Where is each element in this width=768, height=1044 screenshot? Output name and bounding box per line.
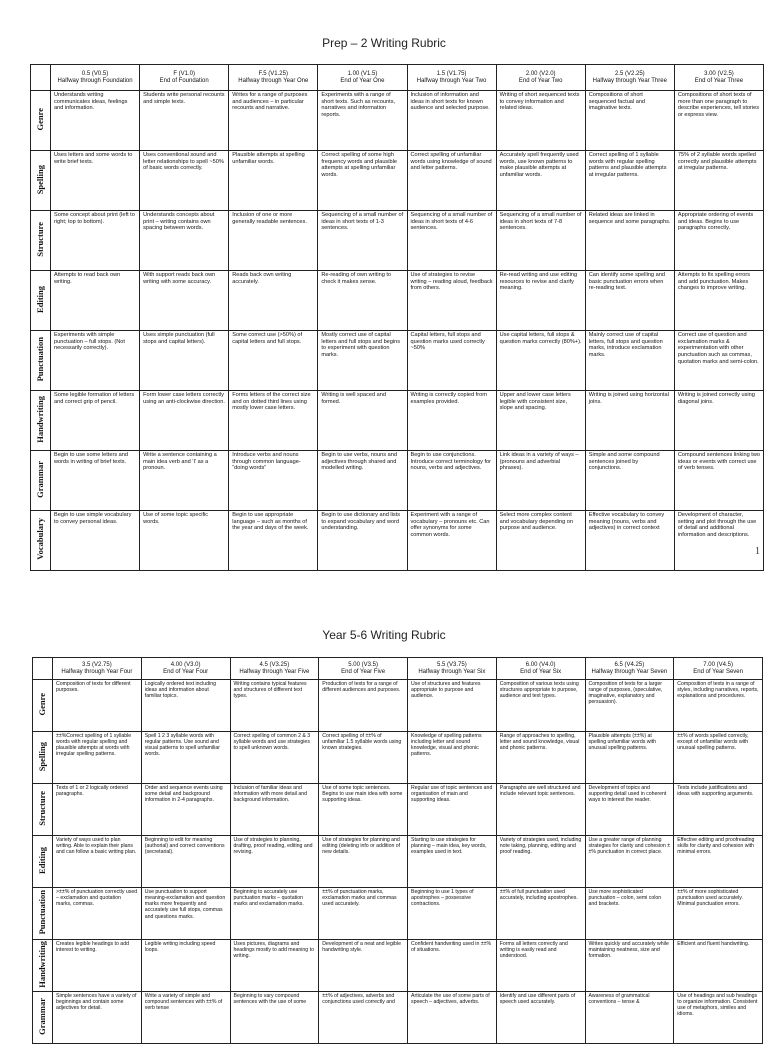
level-code: 0.5 (V0.5) [81,70,109,77]
rubric-cell: Logically ordered text including ideas and information about familiar topics. [141,680,230,732]
rubric-cell: Use of strategies to revise writing – reading aloud, feedback from others. [407,271,496,331]
rubric-cell: Development of a neat and legible handwriting style. [319,940,408,992]
rubric-cell: Re-read writing and use editing resources to revise and clarify meaning. [496,271,585,331]
rubric-row-structure [33,784,763,836]
rubric-cell: Range of approaches to spelling, letter and sound knowledge, visual and phonic patterns. [496,732,585,784]
column-header [141,658,230,680]
level-description: Halfway through Year Three [592,77,667,84]
row-header [31,511,51,571]
rubric-cell: Begin to use dictionary and lists to expand vocabulary and word understanding. [318,511,407,571]
rubric-cell: Writes for a range of purposes and audiences – in particular recounts and narrative. [229,91,318,151]
rubric-cell: Simple and some compound sentences joined by conjunctions. [585,451,674,511]
rubric-cell: Begin to use conjunctions. Introduce correct terminology for nouns, verbs and adjectives. [407,451,496,511]
rubric-table-year-5-6 [32,657,763,1044]
row-label: Punctuation [35,336,46,382]
column-header [318,65,407,91]
rubric-cell: Correct spelling of 1 syllable words with regular spelling patterns and plausible attempts at irregular patterns. [585,151,674,211]
rubric-cell: Uses simple punctuation (full stops and capital letters). [140,331,229,391]
page-title: Prep – 2 Writing Rubric [322,36,446,50]
row-label: Structure [37,791,48,826]
rubric-cell: Sequencing of a small number of ideas in short texts of 7-8 sentences. [496,211,585,271]
rubric-cell: Beginning to use 1 types of apostrophes – possessive contractions. [408,888,497,940]
header-row [31,65,764,91]
row-header [33,732,53,784]
level-description: Halfway through Year One [238,77,309,84]
level-code: 3.00 (V2.5) [704,70,734,77]
level-description: Halfway through Year Five [239,668,310,675]
rubric-cell: Production of texts for a range of different audiences and purposes. [319,680,408,732]
rubric-cell: Composition of various texts using structures appropriate to purpose, audience and text types. [496,680,585,732]
row-label: Structure [35,221,46,257]
column-header [51,65,140,91]
rubric-cell: Capital letters, full stops and question marks used correctly ~50% [407,331,496,391]
row-header [31,451,51,511]
rubric-cell: Use of some topic sentences. Begins to use main idea with some supporting ideas. [319,784,408,836]
level-code: 7.00 (V4.5) [703,661,733,668]
rubric-cell: Attempts to read back own writing. [51,271,140,331]
rubric-cell: Writing is correctly copied from examples provided. [407,391,496,451]
rubric-row-grammar [33,992,763,1044]
row-header [31,271,51,331]
rubric-cell: Use of strategies for planning and editing (deleting info or addition of new details. [319,836,408,888]
column-header [53,658,142,680]
column-header [407,65,496,91]
level-description: Halfway through Year Two [416,77,487,84]
rubric-cell: ±±% of words spelled correctly, except of unfamiliar words with unusual spelling patterns. [674,732,763,784]
rubric-cell: Effective editing and proofreading skills for clarity and cohesion with minimal errors. [674,836,763,888]
rubric-cell: Writing of short sequenced texts to convey information and related ideas. [496,91,585,151]
rubric-cell: Begin to use some letters and words in writing of brief texts. [51,451,140,511]
rubric-cell: Introduce verbs and nouns through common language- “doing words” [229,451,318,511]
level-code: F (V1.0) [173,70,196,77]
level-code: 2.00 (V2.0) [525,70,556,77]
rubric-cell: Writing contains typical features and structures of different text types. [230,680,319,732]
level-description: End of Year Five [341,668,386,675]
rubric-cell: Compound sentences linking two ideas or events with correct use of verb tenses. [674,451,763,511]
row-label: Grammar [35,460,46,498]
corner-cell [33,658,53,680]
row-header [31,211,51,271]
row-label: Editing [35,285,46,313]
rubric-cell: Identify and use different parts of speech used accurately. [496,992,585,1044]
level-code: 2.5 (V2.25) [614,70,645,77]
rubric-cell: Form lower case letters correctly using an anti-clockwise direction. [140,391,229,451]
level-code: 3.5 (V2.75) [82,661,112,668]
row-header [31,331,51,391]
rubric-cell: Use a greater range of planning strategies for clarity and cohesion ±±% punctuation in correct place. [585,836,674,888]
rubric-cell: Related ideas are linked in sequence and some paragraphs. [585,211,674,271]
rubric-cell: Simple sentences have a variety of beginnings and contain some adjectives for detail. [53,992,142,1044]
rubric-cell: Variety of ways used to plan writing. Able to explain their plans and can follow a basic writing plan. [53,836,142,888]
rubric-row-grammar [31,451,764,511]
rubric-cell: ±±% of more sophisticated punctuation used accurately. Minimal punctuation errors. [674,888,763,940]
rubric-row-handwriting [31,391,764,451]
rubric-cell: Write a variety of simple and compound sentences with ±±% of verb tense [141,992,230,1044]
rubric-cell: Correct spelling of unfamiliar words using knowledge of sound and letter patterns. [407,151,496,211]
row-header [33,836,53,888]
level-description: End of Year Two [518,77,563,84]
rubric-cell: Correct use of question and exclamation marks & experimentation with other punctuation such as commas, quotation marks and semi-colon. [674,331,763,391]
rubric-row-vocabulary [31,511,764,571]
rubric-cell: Forms all letters correctly and writing is easily read and understood. [496,940,585,992]
rubric-cell: Development of character, setting and plot through the use of detail and additional information and descriptions. [674,511,763,571]
rubric-row-genre [31,91,764,151]
rubric-cell: Efficient and fluent handwriting. [674,940,763,992]
rubric-cell: Composition of texts for a larger range of purposes, (speculative, imaginative, explanatory and persuasion). [585,680,674,732]
rubric-cell: Appropriate ordering of events and ideas. Begins to use paragraphs correctly. [674,211,763,271]
level-code: 4.5 (V3.25) [259,661,290,668]
rubric-cell: Beginning to vary compound sentences with the use of some [230,992,319,1044]
row-header [33,888,53,940]
row-label: Spelling [35,164,46,194]
rubric-cell: Writing is joined correctly using diagonal joins. [674,391,763,451]
level-code: F.5 (V1.25) [258,70,288,77]
rubric-cell: Sequencing of a small number of ideas in short texts of 4-6 sentences. [407,211,496,271]
level-code: 1.5 (V1.75) [436,70,467,77]
page-number: 1 [755,546,760,557]
rubric-cell: 75% of 2 syllable words spelled correctly and plausible attempts at irregular patterns. [674,151,763,211]
rubric-cell: Mostly correct use of capital letters and full stops and begins to experiment with question marks. [318,331,407,391]
rubric-cell: Experiments with simple punctuation – full stops. (Not necessarily correctly). [51,331,140,391]
rubric-cell: Writes quickly and accurately while maintaining neatness, size and formation. [585,940,674,992]
row-label: Grammar [37,998,48,1035]
column-header [585,658,674,680]
rubric-cell: Uses conventional sound and letter relationships to spell ~50% of basic words correctly. [140,151,229,211]
rubric-cell: Uses pictures, diagrams and headings mostly to add meaning to writing. [230,940,319,992]
rubric-cell: With support reads back own writing with some accuracy. [140,271,229,331]
rubric-cell: Beginning to accurately use punctuation marks – quotation marks and exclamation marks. [230,888,319,940]
rubric-cell: Correct spelling of some high frequency words and plausible attempts at spelling unfamiliar words. [318,151,407,211]
rubric-cell: Awareness of grammatical conventions – tense & [585,992,674,1044]
level-description: End of Year Three [694,77,744,84]
rubric-cell: Forms letters of the correct size and on dotted third lines using mostly lower case letters. [229,391,318,451]
rubric-cell: Writing is well spaced and formed. [318,391,407,451]
rubric-cell: Plausible attempts (±±%) at spelling unfamiliar words with unusual spelling patterns. [585,732,674,784]
level-code: 6.00 (V4.0) [525,661,556,668]
rubric-cell: Experiment with a range of vocabulary – pronouns etc. Can offer synonyms for some common words. [407,511,496,571]
row-header [33,992,53,1044]
column-header [230,658,319,680]
row-label: Spelling [37,741,48,772]
rubric-cell: Use of some topic specific words. [140,511,229,571]
rubric-table-prep-2 [30,64,764,571]
column-header [674,658,763,680]
rubric-row-structure [31,211,764,271]
rubric-cell: Inclusion of one or more generally readable sentences. [229,211,318,271]
rubric-cell: Knowledge of spelling patterns including letter and sound knowledge, visual and phonic patterns. [408,732,497,784]
rubric-row-punctuation [31,331,764,391]
rubric-cell: Inclusion of information and ideas in short texts for known audience and selected purpose. [407,91,496,151]
rubric-cell: Use punctuation to support meaning-exclamation and question marks more frequently and accurately use full stops, commas and questions marks. [141,888,230,940]
rubric-cell: ±±%Correct spelling of 1 syllable words with regular spelling and plausible attempts at words with irregular spelling patterns. [53,732,142,784]
rubric-row-spelling [31,151,764,211]
rubric-cell: Inclusion of familiar ideas and information with more detail and background information. [230,784,319,836]
row-label: Genre [37,693,48,716]
row-label: Handwriting [37,941,48,988]
column-header [319,658,408,680]
rubric-cell: Paragraphs are well structured and include relevant topic sentences. [496,784,585,836]
header-row [33,658,763,680]
rubric-cell: Begin to use appropriate language – such as months of the year and days of the week. [229,511,318,571]
rubric-row-punctuation [33,888,763,940]
row-header [33,680,53,732]
rubric-cell: Some correct use (>50%) of capital letters and full stops. [229,331,318,391]
rubric-cell: Upper and lower case letters legible with consistent size, slope and spacing. [496,391,585,451]
level-code: 6.5 (V4.25) [614,661,645,668]
level-description: Halfway through Year Four [61,668,133,675]
rubric-cell: Use of structures and features appropriate to purpose and audience. [408,680,497,732]
level-description: End of Year Six [520,668,562,675]
rubric-cell: Legible writing including speed loops. [141,940,230,992]
rubric-cell: Variety of strategies used, including note taking, planning, editing and proof reading. [496,836,585,888]
level-code: 1.00 (V1.5) [347,70,378,77]
rubric-cell: Writing is joined using horizontal joins. [585,391,674,451]
column-header [674,65,763,91]
level-description: Halfway through Year Seven [591,668,668,675]
row-label: Punctuation [37,890,48,935]
rubric-cell: Mainly correct use of capital letters, full stops and question marks, introduce exclamation marks. [585,331,674,391]
column-header [140,65,229,91]
level-description: End of Year Four [163,668,209,675]
rubric-cell: Beginning to edit for meaning (authorial) and correct conventions (secretarial). [141,836,230,888]
rubric-cell: Compositions of short texts of more than one paragraph to describe experiences, tell stories or express view. [674,91,763,151]
level-code: 5.00 (V3.5) [348,661,378,668]
row-label: Vocabulary [35,518,46,561]
rubric-cell: Attempts to fix spelling errors and add punctuation. Makes changes to improve writing. [674,271,763,331]
column-header [229,65,318,91]
rubric-cell: Understands concepts about print – writing contains own spacing between words. [140,211,229,271]
level-description: Halfway through Foundation [57,77,133,84]
rubric-cell: Compositions of short sequenced factual and imaginative texts. [585,91,674,151]
rubric-row-editing [31,271,764,331]
rubric-row-spelling [33,732,763,784]
rubric-cell: Spell 1 2 3 syllable words with regular patterns. Use sound and visual patterns to spell unfamiliar words. [141,732,230,784]
rubric-cell: Texts include justifications and ideas with supporting arguments. [674,784,763,836]
rubric-cell: Use of strategies to planning, drafting, proof reading, editing and revising. [230,836,319,888]
rubric-cell: Re-reading of own writing to check it makes sense. [318,271,407,331]
row-header [33,940,53,992]
rubric-cell: Select more complex content and vocabulary depending on purpose and audience. [496,511,585,571]
rubric-cell: Texts of 1 or 2 logically ordered paragraphs. [53,784,142,836]
rubric-cell: Link ideas in a variety of ways – (pronouns and adverbial phrases). [496,451,585,511]
rubric-cell: >±±% of punctuation correctly used – exclamation and quotation marks, commas. [53,888,142,940]
rubric-cell: Correct spelling of common 2 & 3 syllable words and use strategies to spell unknown words. [230,732,319,784]
level-code: 4.00 (V3.0) [170,661,201,668]
rubric-cell: Plausible attempts at spelling unfamiliar words. [229,151,318,211]
rubric-cell: Accurately spell frequently used words, use known patterns to make plausible attempts at unfamiliar words. [496,151,585,211]
column-header [496,65,585,91]
rubric-cell: Some concept about print (left to right; top to bottom). [51,211,140,271]
rubric-cell: Articulate the use of some parts of speech – adjectives, adverbs. [408,992,497,1044]
rubric-cell: Experiments with a range of short texts. Such as recounts, narratives and information reports. [318,91,407,151]
rubric-cell: Correct spelling of ±±% of unfamiliar 1.5 syllable words using known strategies. [319,732,408,784]
rubric-cell: Confident handwriting used in ±±% of situations. [408,940,497,992]
rubric-cell: ±±% of full punctuation used accurately, including apostrophes. [496,888,585,940]
rubric-cell: Can identify some spelling and basic punctuation errors when re-reading text. [585,271,674,331]
row-header [31,391,51,451]
level-description: End of Year One [340,77,385,84]
row-label: Editing [37,846,48,874]
rubric-cell: Creates legible headings to add interest to writing. [53,940,142,992]
rubric-cell: Write a sentence containing a main idea verb and ‘I’ as a pronoun. [140,451,229,511]
page-title: Year 5-6 Writing Rubric [322,628,446,642]
rubric-cell: Students write personal recounts and simple texts. [140,91,229,151]
rubric-cell: Development of topics and supporting detail used in coherent ways to interest the reader. [585,784,674,836]
rubric-cell: Effective vocabulary to convey meaning (nouns, verbs and adjectives) in correct context [585,511,674,571]
row-header [33,784,53,836]
rubric-cell: Reads back own writing accurately. [229,271,318,331]
level-code: 5.5 (V3.75) [437,661,467,668]
rubric-cell: ±±% of punctuation marks, exclamation marks and commas used accurately. [319,888,408,940]
rubric-row-handwriting [33,940,763,992]
row-label: Handwriting [35,395,46,443]
level-description: End of Year Seven [693,668,743,675]
level-description: End of Foundation [159,77,209,84]
rubric-row-genre [33,680,763,732]
rubric-cell: Use capital letters, full stops & question marks correctly (80%+). [496,331,585,391]
rubric-cell: Composition of texts for different purposes. [53,680,142,732]
column-header [585,65,674,91]
rubric-cell: Use of headings and sub headings to organize information. Consistent use of metaphors, similes and idioms. [674,992,763,1044]
rubric-cell: Use more sophisticated punctuation – colon, semi colon and brackets. [585,888,674,940]
rubric-cell: Understands writing communicates ideas, feelings and information. [51,91,140,151]
rubric-cell: Regular use of topic sentences and organisation of main and supporting ideas. [408,784,497,836]
rubric-cell: Starting to use strategies for planning – main idea, key words, examples used in text. [408,836,497,888]
row-header [31,91,51,151]
rubric-cell: ±±% of adjectives, adverbs and conjunctions used correctly and [319,992,408,1044]
rubric-cell: Begin to use simple vocabulary to convey personal ideas. [51,511,140,571]
row-header [31,151,51,211]
column-header [496,658,585,680]
rubric-cell: Begin to use verbs, nouns and adjectives through shared and modelled writing. [318,451,407,511]
row-label: Genre [35,107,46,131]
column-header [408,658,497,680]
rubric-cell: Composition of texts in a range of styles, including narratives, reports, explanations and procedures. [674,680,763,732]
rubric-cell: Order and sequence events using some detail and background information in 2-4 paragraphs. [141,784,230,836]
rubric-cell: Some legible formation of letters and correct grip of pencil. [51,391,140,451]
rubric-row-editing [33,836,763,888]
rubric-cell: Sequencing of a small number of ideas in short texts of 1-3 sentences. [318,211,407,271]
corner-cell [31,65,51,91]
level-description: Halfway through Year Six [418,668,486,675]
rubric-cell: Uses letters and some words to write brief texts. [51,151,140,211]
